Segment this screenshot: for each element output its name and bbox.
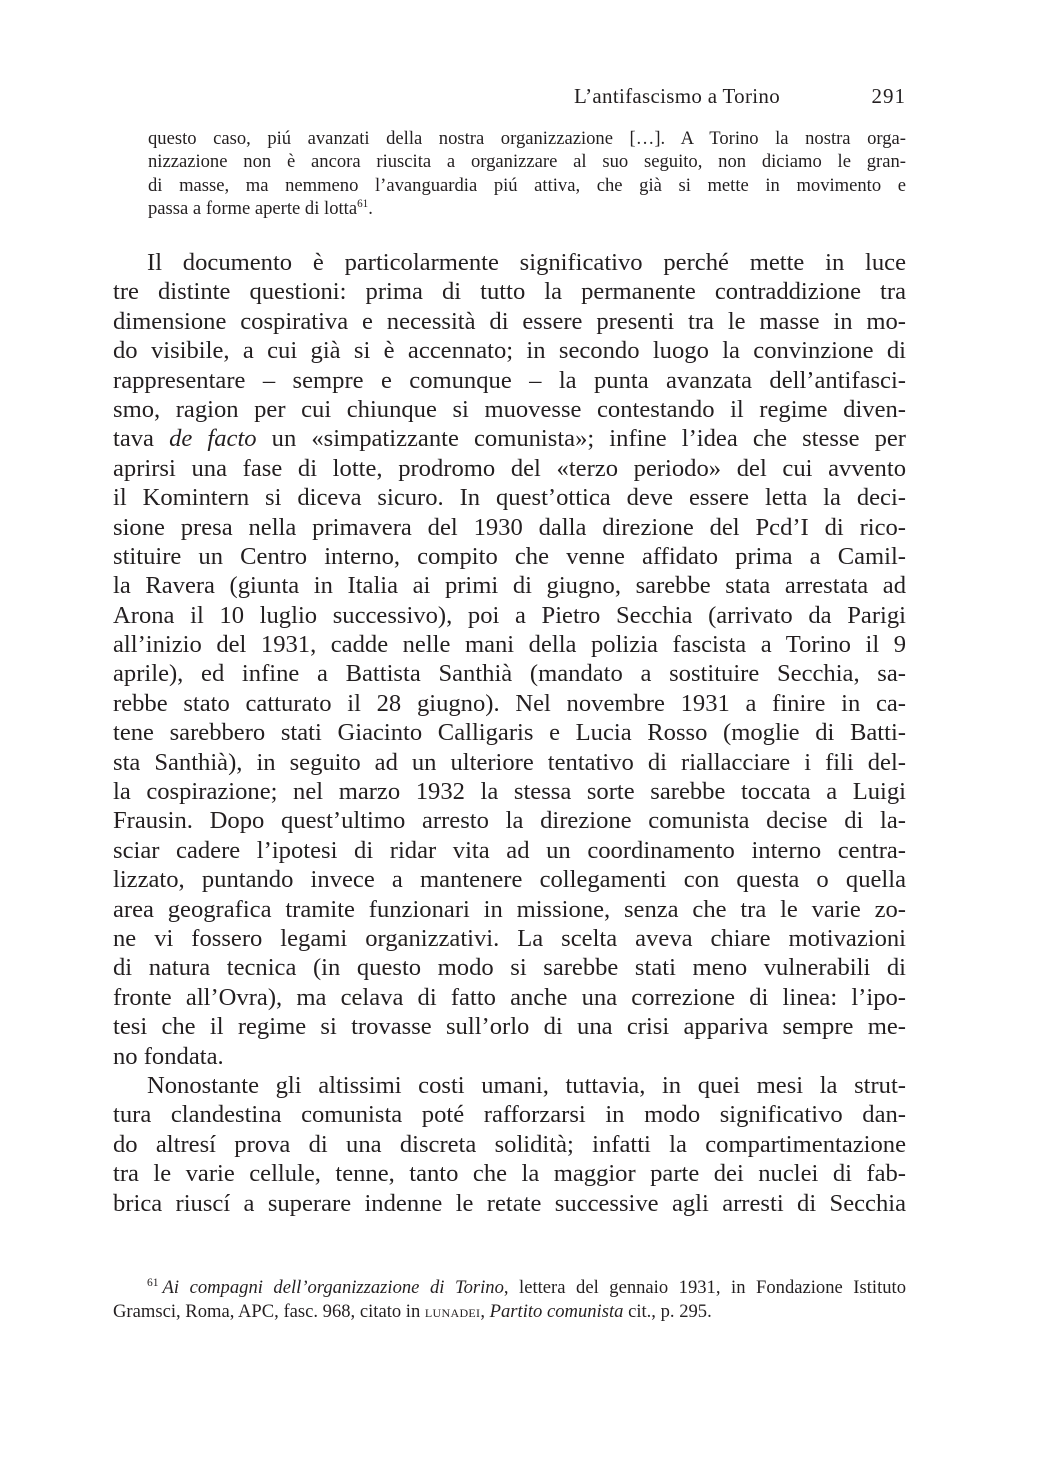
body-line: Arona il 10 luglio successivo), poi a Pietro Secchia (arrivato da Parigi: [113, 601, 906, 629]
footnote-text: Gramsci, Roma, APC, fasc. 968, citato in: [113, 1300, 425, 1322]
page-number: 291: [871, 84, 906, 108]
body-line: rebbe stato catturato il 28 giugno). Nel novembre 1931 a finire in ca-: [113, 689, 906, 717]
footnote: [113, 1276, 906, 1323]
footnote-text: cit., p. 295.: [623, 1300, 712, 1322]
footnote-text: , lettera del gennaio 1931, in Fondazione Istituto: [503, 1277, 906, 1298]
body-line: tesi che il regime si trovasse sull’orlo di una crisi appariva sempre me-: [113, 1013, 906, 1041]
running-head: [140, 84, 906, 112]
footnote-title: Ai compagni dell’organizzazione di Torino: [162, 1277, 504, 1298]
body-line: sione presa nella primavera del 1930 dalla direzione del Pcd’I di rico-: [113, 513, 906, 541]
footnote-line-2: [113, 1300, 906, 1324]
body-line: ne vi fossero legami organizzativi. La scelta aveva chiare motivazioni: [113, 924, 906, 952]
body-line: la Ravera (giunta in Italia ai primi di giugno, sarebbe stata arrestata ad: [113, 572, 906, 600]
footnote-line-1: [113, 1276, 906, 1300]
body-line: di natura tecnica (in questo modo si sarebbe stati meno vulnerabili di: [113, 954, 906, 982]
body-line: dimensione cospirativa e necessità di essere presenti tra le masse in mo-: [113, 307, 906, 335]
body-line: tura clandestina comunista poté rafforzarsi in modo significativo dan-: [113, 1101, 906, 1129]
body-line: Il documento è particolarmente significativo perché mette in luce: [147, 249, 906, 276]
line-segment: un «simpatizzante comunista»; infine l’idea che stesse per: [256, 425, 906, 453]
body-line: la cospirazione; nel marzo 1932 la stessa sorte sarebbe toccata a Luigi: [113, 778, 906, 806]
body-line: aprirsi una fase di lotte, prodromo del «terzo periodo» del cui avvento: [113, 454, 906, 482]
footnote-reference: 61: [357, 197, 369, 210]
italic-term: de facto: [169, 425, 257, 453]
body-line: Frausin. Dopo quest’ultimo arresto la direzione comunista decise di la-: [113, 807, 906, 835]
body-line: tra le varie cellule, tenne, tanto che la maggior parte dei nuclei di fab-: [113, 1160, 906, 1188]
body-line: rappresentare – sempre e comunque – la punta avanzata dell’antifasci-: [113, 366, 906, 394]
body-line: all’inizio del 1931, cadde nelle mani della polizia fascista a Torino il 9: [113, 631, 906, 659]
body-line: sciar cadere l’ipotesi di ridar vita ad un coordinamento interno centra-: [113, 836, 906, 864]
body-line: fronte all’Ovra), ma celava di fatto anche una correzione di linea: l’ipo-: [113, 983, 906, 1011]
body-line: il Komintern si diceva sicuro. In quest’ottica deve essere letta la deci-: [113, 484, 906, 512]
quote-line: questo caso, piú avanzati della nostra organizzazione […]. A Torino la nostra orga-: [148, 128, 906, 149]
quote-last-line: [148, 197, 906, 220]
body-line: tene sarebbero stati Giacinto Calligaris e Lucia Rosso (moglie di Batti-: [113, 719, 906, 747]
quote-line-text: passa a forme aperte di lotta: [148, 197, 358, 219]
body-line: sta Santhià), in seguito ad un ulteriore tentativo di riallacciare i fili del-: [113, 748, 906, 776]
body-line: Nonostante gli altissimi costi umani, tuttavia, in quei mesi la strut-: [147, 1071, 906, 1099]
body-line: tre distinte questioni: prima di tutto la permanente contraddizione tra: [113, 278, 906, 306]
body-line: stituire un Centro interno, compito che venne affidato prima a Camil-: [113, 542, 906, 570]
body-line: no fondata.: [113, 1042, 224, 1070]
body-line: do visibile, a cui già si è accennato; in secondo luogo la convinzione di: [113, 337, 906, 365]
body-line: brica riuscí a superare indenne le retate successive agli arresti di Secchia: [113, 1189, 906, 1217]
paragraph-1: [113, 248, 906, 1071]
body-line: do altresí prova di una discreta solidità; infatti la compartimentazione: [113, 1130, 906, 1158]
line-segment: tava: [113, 425, 170, 453]
footnote-number: 61: [147, 1276, 159, 1289]
body-line: aprile), ed infine a Battista Santhià (mandato a sostituire Secchia, sa-: [113, 660, 906, 688]
quote-line: di masse, ma nemmeno l’avanguardia piú attiva, che già si mette in movimento e: [148, 174, 906, 196]
body-text: [113, 248, 906, 1218]
footnote-text: ,: [480, 1300, 490, 1322]
body-line: lizzato, puntando invece a mantenere collegamenti con questa o quella: [113, 866, 906, 894]
body-line-with-italic: [113, 424, 906, 453]
running-title: L’antifascismo a Torino: [573, 84, 780, 108]
quote-line: nizzazione non è ancora riuscita a organizzare al suo seguito, non diciamo le gran-: [148, 151, 906, 173]
paragraph-2: [113, 1071, 906, 1218]
block-quote: [148, 127, 906, 220]
body-line: area geografica tramite funzionari in missione, senza che tra le varie zo-: [113, 895, 906, 923]
footnote-work: Partito comunista: [489, 1300, 624, 1322]
quote-end-punctuation: .: [368, 197, 373, 219]
footnote-author: lunadei: [424, 1301, 481, 1321]
body-line: smo, ragion per cui chiunque si muovesse contestando il regime diven-: [113, 395, 906, 423]
